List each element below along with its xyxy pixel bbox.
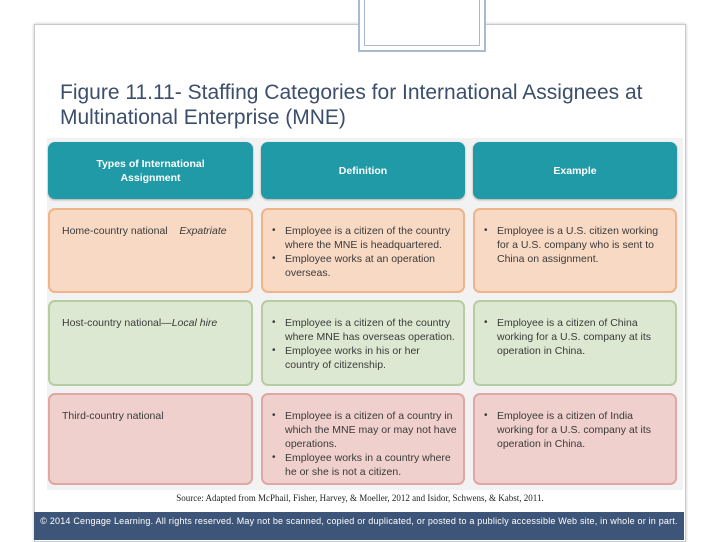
type-text — [62, 224, 227, 238]
type-note: Expatriate — [179, 225, 227, 237]
type-text — [62, 316, 217, 330]
header-type — [48, 142, 253, 199]
row-2-definition — [261, 300, 465, 386]
example-bullet: • Employee is a citizen of India working for a U.S. company at its operation in China. — [484, 410, 652, 450]
type-label: Host-country national— — [62, 317, 172, 329]
header-example — [473, 142, 677, 199]
source-citation: Source: Adapted from McPhail, Fisher, Harvey, & Moeller, 2012 and Isidor, Schwens, & Kabst, 2011. — [176, 493, 544, 503]
row-1-example — [473, 208, 677, 293]
example-bullet: • Employee is a U.S. citizen working for a U.S. company who is sent to China on assignment. — [484, 225, 659, 265]
definition-bullet: • Employee works in a country where he or she is not a citizen. — [272, 452, 451, 478]
row-3-example — [473, 393, 677, 485]
definition-bullet: • Employee is a citizen of the country where MNE has overseas operation. — [272, 317, 455, 343]
type-label: Home-country national — [62, 225, 168, 237]
header-example-label: Example — [553, 164, 597, 177]
header-type-label: Types of International Assignment — [96, 157, 205, 184]
row-3-type — [48, 393, 253, 485]
definition-bullet: • Employee is a citizen of a country in which the MNE may or may not have operations. — [272, 410, 457, 450]
row-1-type — [48, 208, 253, 293]
row-2-example — [473, 300, 677, 386]
definition-bullet: • Employee is a citizen of the country where the MNE is headquartered. — [272, 225, 451, 251]
row-3-definition — [261, 393, 465, 485]
row-1-definition — [261, 208, 465, 293]
definition-bullet: • Employee works at an operation overseas. — [272, 253, 435, 279]
type-label: Third-country national — [62, 410, 164, 422]
header-definition — [261, 142, 465, 199]
copyright-footer: © 2014 Cengage Learning. All rights reserved. May not be scanned, copied or duplicated, or posted to a publicly accessible Web site, in whole or in part. — [34, 512, 684, 540]
slide-title: Figure 11.11- Staffing Categories for International Assignees at Multinational Enterprise (MNE) — [60, 81, 643, 129]
row-2-type — [48, 300, 253, 386]
type-text — [62, 409, 164, 423]
example-bullet: • Employee is a citizen of China working for a U.S. company at its operation in China. — [484, 317, 652, 357]
type-note: Local hire — [171, 317, 218, 329]
header-definition-label: Definition — [338, 164, 388, 177]
decorative-frame-inner — [364, 0, 480, 46]
definition-bullet: • Employee works in his or her country of citizenship. — [272, 345, 420, 371]
